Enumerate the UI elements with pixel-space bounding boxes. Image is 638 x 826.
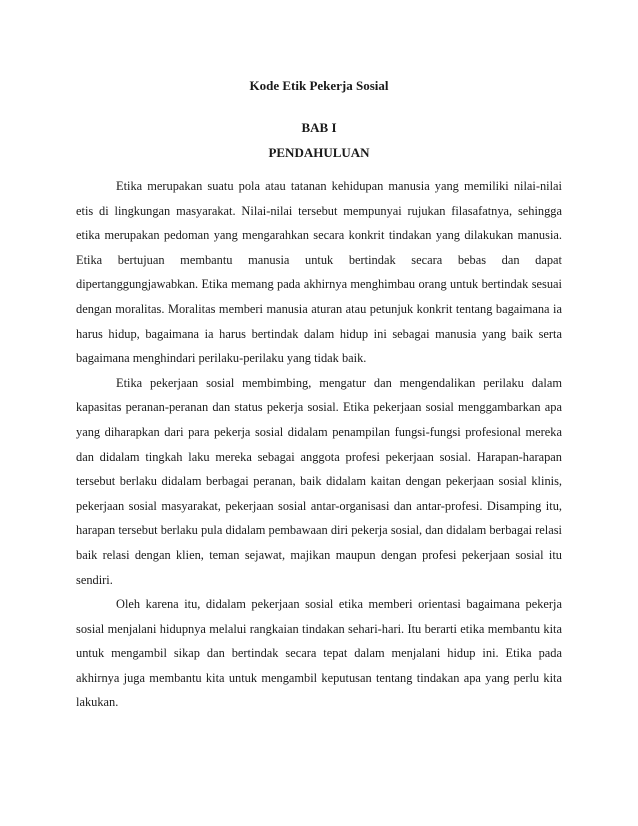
paragraph: Etika pekerjaan sosial membimbing, mengatur dan mengendalikan perilaku dalam kapasitas peranan-peranan dan status pekerja sosial. Etika pekerjaan sosial menggambarkan apa yang diharapkan dari para pekerja sosial didalam penampilan fungsi-fungsi profesional mereka dan didalam tingkah laku mereka sebagai anggota profesi pekerjaan sosial. Harapan-harapan tersebut berlaku didalam berbagai peranan, baik didalam kaitan dengan pekerjaan sosial klinis, pekerjaan sosial masyarakat, pekerjaan sosial antar-organisasi dan antar-profesi. Disamping itu, harapan tersebut berlaku pula didalam pembawaan diri pekerja sosial, dan didalam berbagai relasi baik relasi dengan klien, teman sejawat, majikan maupun dengan profesi pekerjaan sosial itu sendiri. [76, 375, 562, 587]
paragraph: Etika merupakan suatu pola atau tatanan kehidupan manusia yang memiliki nilai-nilai etis di lingkungan masyarakat. Nilai-nilai tersebut mempunyai rujukan filasafatnya, sehingga etika merupakan pedoman yang mengarahkan secara konkrit tindakan yang dilakukan manusia. Etika bertujuan membantu manusia untuk bertindak secara bebas dan dapat dipertanggungjawabkan. Etika memang pada akhirnya menghimbau orang untuk bertindak sesuai dengan moralitas. Moralitas memberi manusia aturan atau petunjuk konkrit tentang bagaimana ia harus hidup, bagaimana ia harus bertindak dalam hidup ini sebagai manusia yang baik serta bagaimana menghindari perilaku-perilaku yang tidak baik. [76, 179, 562, 366]
document-title: Kode Etik Pekerja Sosial [249, 78, 389, 93]
chapter-title: PENDAHULUAN [268, 145, 370, 160]
body-text [76, 174, 562, 715]
chapter-number: BAB I [301, 120, 337, 135]
paragraph: Oleh karena itu, didalam pekerjaan sosial etika memberi orientasi bagaimana pekerja sosial menjalani hidupnya melalui rangkaian tindakan sehari-hari. Itu berarti etika membantu kita untuk mengambil sikap dan bertindak secara tepat dalam menjalani hidup ini. Etika pada akhirnya juga membantu kita untuk mengambil keputusan tentang tindakan apa yang perlu kita lakukan. [76, 597, 562, 710]
